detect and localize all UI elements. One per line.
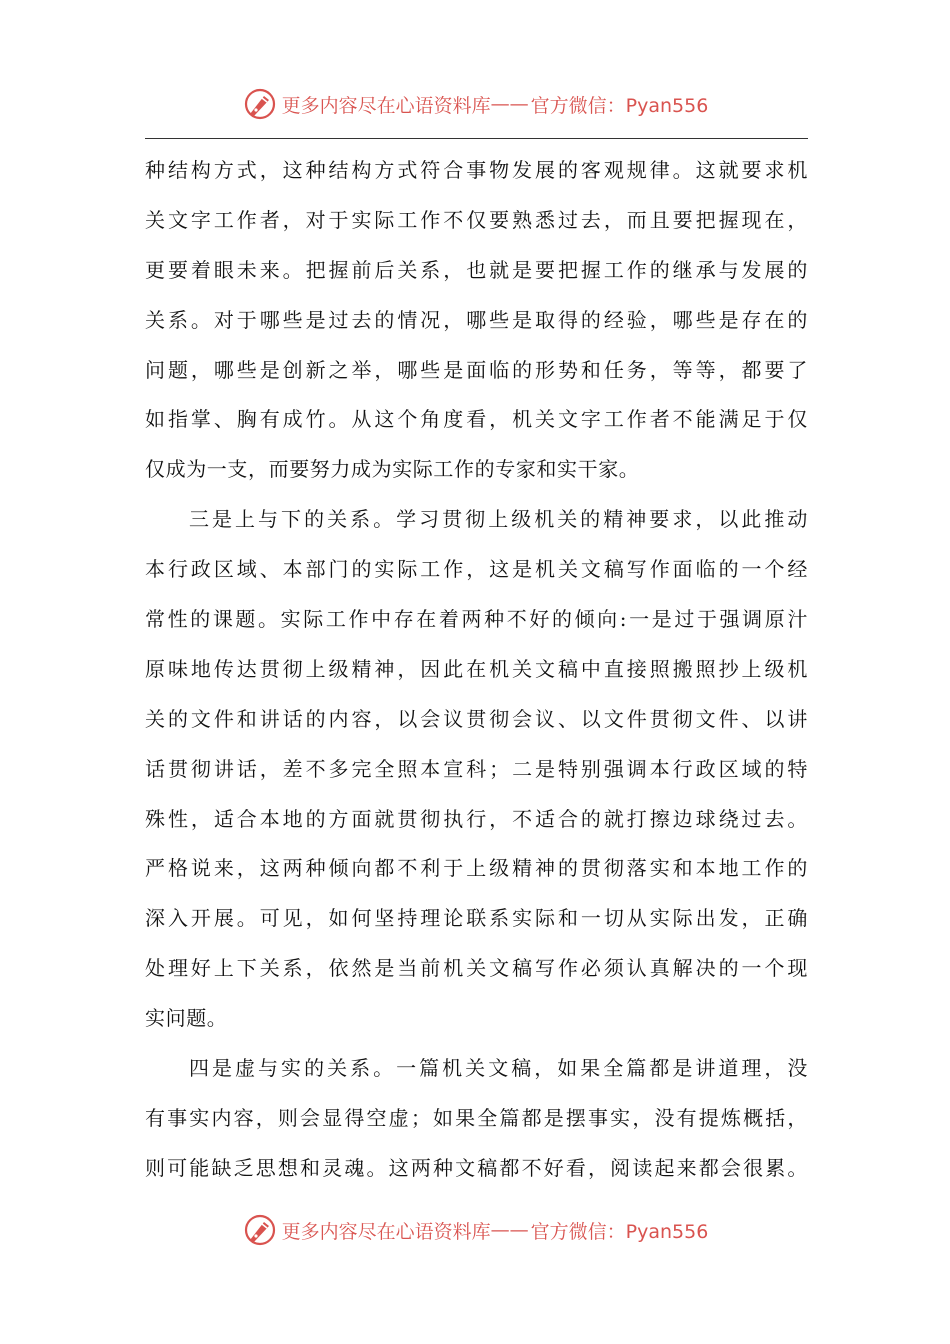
text-line: 处理好上下关系，依然是当前机关文稿写作必须认真解决的一个现 — [145, 956, 808, 981]
paragraph-start-line: 四是虚与实的关系。一篇机关文稿，如果全篇都是讲道理，没 — [189, 1056, 808, 1081]
footer-banner-separator: —— — [490, 1219, 529, 1241]
text-line: 本行政区域、本部门的实际工作，这是机关文稿写作面临的一个经 — [145, 557, 808, 582]
text-line: 关系。对于哪些是过去的情况，哪些是取得的经验，哪些是存在的 — [145, 307, 808, 332]
footer-banner-text: 更多内容尽在心语资料库 — [281, 1220, 491, 1243]
header-banner — [0, 84, 950, 124]
text-line: 常性的课题。实际工作中存在着两种不好的倾向:一是过于强调原汁 — [145, 607, 808, 632]
text-line: 话贯彻讲话，差不多完全照本宣科；二是特别强调本行政区域的特 — [145, 756, 808, 781]
header-divider — [145, 138, 808, 139]
text-line: 实问题。 — [145, 1006, 228, 1031]
header-wechat-id: 官方微信：Pyan556 — [530, 94, 709, 117]
text-line: 种结构方式，这种结构方式符合事物发展的客观规律。这就要求机 — [145, 158, 808, 182]
pen-nib-logo-icon — [242, 1212, 278, 1248]
text-line: 仅成为一支，而要努力成为实际工作的专家和实干家。 — [145, 457, 640, 482]
text-line: 有事实内容，则会显得空虚；如果全篇都是摆事实，没有提炼概括， — [145, 1105, 808, 1130]
text-line: 关文字工作者，对于实际工作不仅要熟悉过去，而且要把握现在， — [145, 207, 808, 232]
text-line: 更要着眼未来。把握前后关系，也就是要把握工作的继承与发展的 — [145, 257, 808, 282]
text-line: 殊性，适合本地的方面就贯彻执行，不适合的就打擦边球绕过去。 — [145, 806, 808, 831]
text-line: 如指掌、胸有成竹。从这个角度看，机关文字工作者不能满足于仅 — [145, 407, 808, 432]
footer-wechat-id: 官方微信：Pyan556 — [530, 1220, 709, 1243]
text-line: 严格说来，这两种倾向都不利于上级精神的贯彻落实和本地工作的 — [145, 856, 808, 881]
footer-banner — [0, 1210, 950, 1250]
text-line: 深入开展。可见，如何坚持理论联系实际和一切从实际出发，正确 — [145, 906, 808, 931]
body-text — [145, 146, 808, 1194]
text-line: 问题，哪些是创新之举，哪些是面临的形势和任务，等等，都要了 — [145, 357, 808, 382]
text-line: 关的文件和讲话的内容，以会议贯彻会议、以文件贯彻文件、以讲 — [145, 706, 808, 731]
text-line: 则可能缺乏思想和灵魂。这两种文稿都不好看，阅读起来都会很累。 — [145, 1155, 808, 1180]
paragraph-start-line: 三是上与下的关系。学习贯彻上级机关的精神要求，以此推动 — [189, 507, 808, 532]
pen-nib-logo-icon — [242, 86, 278, 122]
text-line: 原味地传达贯彻上级精神，因此在机关文稿中直接照搬照抄上级机 — [145, 656, 808, 681]
header-banner-separator: —— — [490, 93, 529, 115]
header-banner-text: 更多内容尽在心语资料库 — [281, 94, 491, 117]
